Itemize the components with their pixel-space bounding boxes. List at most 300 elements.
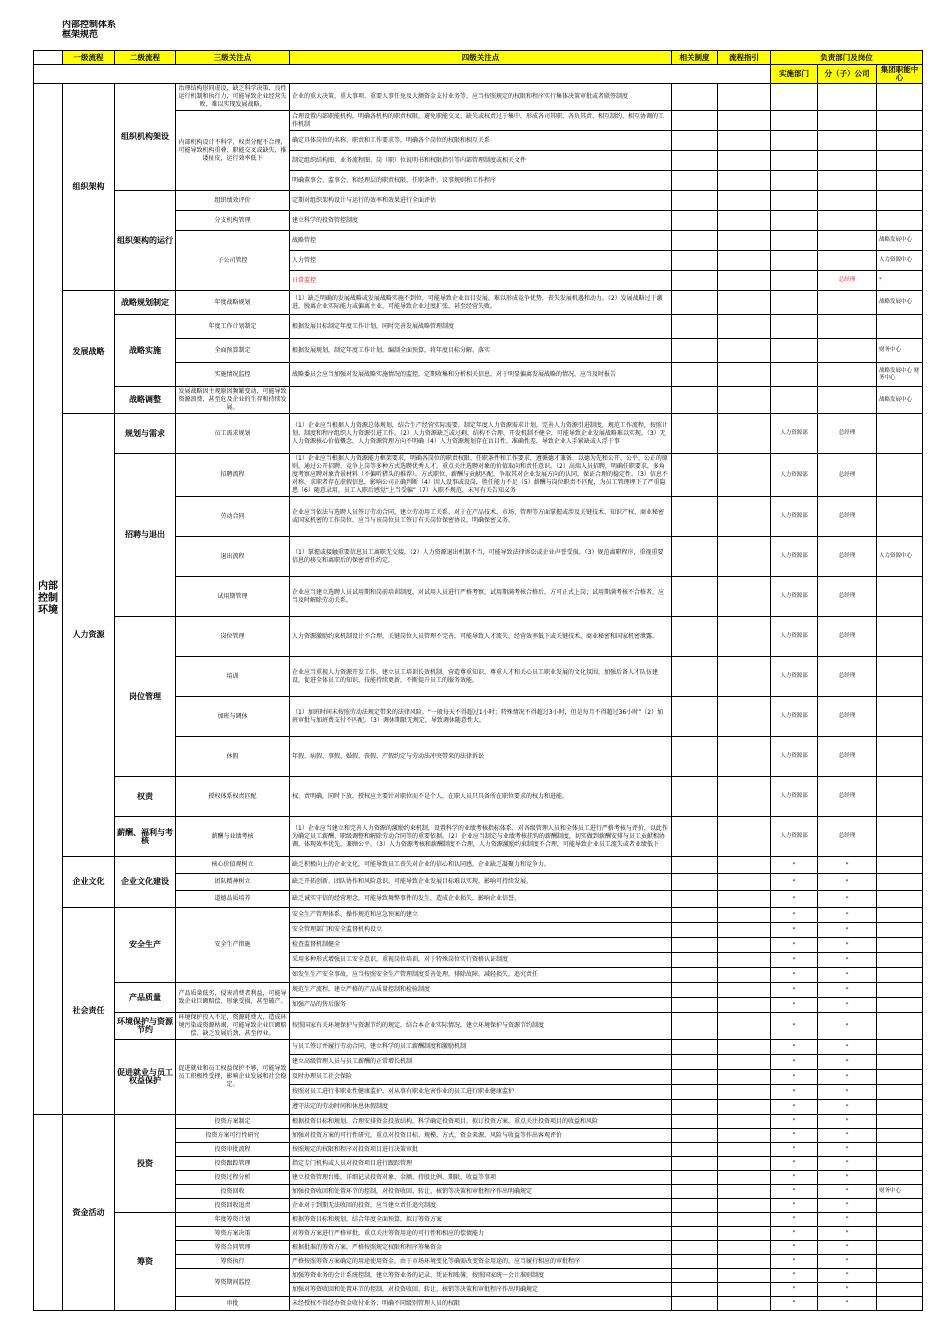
process-guide-cell xyxy=(718,271,771,291)
process-guide-cell xyxy=(718,387,771,414)
level4-cell: 遵守法定的劳动时间和休息休假制度 xyxy=(290,1100,672,1115)
level3-cell: 年度工作计划制定 xyxy=(176,315,290,339)
owner3-cell: 人力资源中心 xyxy=(877,251,923,271)
owner1-cell: * xyxy=(771,1241,818,1255)
owner3-cell xyxy=(877,968,923,983)
process-guide-cell xyxy=(718,191,771,211)
level4-cell: 按照国家有关环境保护与资源节约的规定，结合本企业实际情况，建立环境保护与资源节约制度 xyxy=(290,1013,672,1040)
owner3-cell xyxy=(877,777,923,817)
related-policy-cell xyxy=(672,363,718,387)
owner1-cell xyxy=(771,131,818,151)
owner2-cell xyxy=(818,151,877,171)
owner2-cell: 总经理 xyxy=(818,657,877,697)
related-policy-cell xyxy=(672,577,718,617)
owner2-cell xyxy=(818,171,877,191)
owner3-cell xyxy=(877,1070,923,1085)
owner2-cell: * xyxy=(818,923,877,938)
owner1-cell: * xyxy=(771,1255,818,1269)
process-guide-cell xyxy=(718,151,771,171)
level3-cell: 培训 xyxy=(176,657,290,697)
level2-cell: 促进就业与员工权益保护 xyxy=(115,1040,176,1115)
level3-cell: 授权体系权责匹配 xyxy=(176,777,290,817)
level4-cell: 根据筹资目标和规划，结合年度全面预算，拟订筹资方案 xyxy=(290,1213,672,1227)
process-guide-cell xyxy=(718,1213,771,1227)
level2-cell: 筹资 xyxy=(115,1213,176,1311)
owner1-cell: 人力资源部 xyxy=(771,777,818,817)
owner2-cell: 总经理 xyxy=(818,271,877,291)
level4-cell: 缺乏诚实守信的经营理念，可能导致舞弊事件的发生，造成企业损失，影响企业信誉。 xyxy=(290,891,672,908)
level3-cell: 全面预算制定 xyxy=(176,339,290,363)
related-policy-cell xyxy=(672,131,718,151)
level2-cell: 安全生产 xyxy=(115,908,176,983)
level3-cell: 内部机构设计不科学，权责分配不合理，可能导致机构重叠、职能交叉或缺失、推诿扯皮，运行效率低下 xyxy=(176,111,290,191)
level4-cell: 未经授权不得经办资金收付业务；明确不同级别管理人员的权限 xyxy=(290,1297,672,1311)
owner1-cell: * xyxy=(771,1070,818,1085)
process-guide-cell xyxy=(718,1013,771,1040)
level3-cell: 招聘流程 xyxy=(176,454,290,497)
level3-cell: 投资跟踪管理 xyxy=(176,1157,290,1171)
process-guide-cell xyxy=(718,857,771,874)
level4-cell: 指定专门机构或人员对投资项目进行跟踪管理 xyxy=(290,1157,672,1171)
process-guide-cell xyxy=(718,84,771,111)
process-guide-cell xyxy=(718,251,771,271)
owner2-cell: * xyxy=(818,1100,877,1115)
owner2-cell xyxy=(818,131,877,151)
process-guide-cell xyxy=(718,414,771,454)
owner2-cell: 总经理 xyxy=(818,777,877,817)
level3-cell: 投资审批流程 xyxy=(176,1143,290,1157)
level4-cell: 严格按照筹资方案确定的用途使用资金，由于市场环境变化等确需改变资金用途的，应当履行相应的审批程序 xyxy=(290,1255,672,1269)
header-level4: 四级关注点 xyxy=(290,51,672,65)
level4-cell: 按照规定的权限和程序对投资项目进行决策审批 xyxy=(290,1143,672,1157)
owner1-cell: * xyxy=(771,1199,818,1213)
level3-cell: 安全生产措施 xyxy=(176,908,290,983)
level4-cell: 企业对于到期无法收回的投资，应当建立责任追究制度 xyxy=(290,1199,672,1213)
level4-cell: 根据批准的筹资方案，严格按照规定权限和程序筹集资金 xyxy=(290,1241,672,1255)
owner2-cell xyxy=(818,363,877,387)
level2-cell: 企业文化建设 xyxy=(115,857,176,908)
owner1-cell xyxy=(771,315,818,339)
related-policy-cell xyxy=(672,1013,718,1040)
process-guide-cell xyxy=(718,617,771,657)
level4-cell: （1）企业应当根据人力资源能力框架要求，明确各岗位的职责权限、任职条件和工作要求，遵循德才兼备、以德为先和公开、公平、公正的原则，通过公开招聘、竞争上岗等多种方式选聘优秀人才，重点关注选聘对象的价值取向和责任意识。（2）高端人员招聘，明确任职要求，多角度考察应聘对象背景材料（不偏听猎头的推荐），方式职位、薪酬与贡献匹配，争取其对企业发展方向的认同，保证合理的稳定性。（3）信息不对称，求职者存在虚假信息，影响公司正确判断（4）因人设事或设岗，胜任能力不足（5）薪酬与岗位职责不匹配，为员工管理埋下了严重隐患（6）随意录用，员工入职后感觉“上当受骗”（7）入职不规范，未写有关告知义务 xyxy=(290,454,672,497)
level4-cell: （1）企业应当建立和完善人力资源的激励约束机制，设置科学的业绩考核指标体系，对各级管理人员和全体员工进行严格考核与评价，以此作为确定员工薪酬、职级调整和解除劳动合同等的重要依据。（2）企业应当制定与业绩考核挂钩的薪酬制度，切实做到薪酬安排与员工贡献相协调，体现效率优先，兼顾公平。（3）人力资源考核和薪酬制度不合理，人力资源激励约束制度不合理，可能导致企业员工流失或者业绩低下 xyxy=(290,817,672,857)
level3-cell: 投资方案制定 xyxy=(176,1115,290,1129)
related-policy-cell xyxy=(672,1227,718,1241)
level2-cell: 投资 xyxy=(115,1115,176,1213)
process-guide-cell xyxy=(718,1227,771,1241)
level3-cell: 年度战略规划 xyxy=(176,291,290,315)
related-policy-cell xyxy=(672,251,718,271)
level3-cell: 投资回收追责 xyxy=(176,1199,290,1213)
owner2-cell: 总经理 xyxy=(818,454,877,497)
owner3-cell xyxy=(877,1055,923,1070)
owner1-cell xyxy=(771,271,818,291)
related-policy-cell xyxy=(672,1143,718,1157)
owner2-cell: * xyxy=(818,1040,877,1055)
header-level2: 二级流程 xyxy=(115,51,176,65)
process-guide-cell xyxy=(718,777,771,817)
level3-cell: 道德品质培养 xyxy=(176,891,290,908)
table-row xyxy=(34,857,923,874)
level3-cell: 分支机构管理 xyxy=(176,211,290,231)
level3-cell: 核心价值观树立 xyxy=(176,857,290,874)
owner3-cell: 财务中心 xyxy=(877,1185,923,1199)
owner2-cell: * xyxy=(818,1157,877,1171)
level3-cell: 退出流程 xyxy=(176,537,290,577)
level4-cell: 加强对投资方案的可行性研究，重点对投资目标、规模、方式、资金来源、风险与收益等作出客观评价 xyxy=(290,1129,672,1143)
owner2-cell: 总经理 xyxy=(818,414,877,454)
related-policy-cell xyxy=(672,271,718,291)
owner3-cell xyxy=(877,938,923,953)
level4-cell: 明确董事会、监事会、和经理层的职责权限、任职条件、议事规则和工作程序 xyxy=(290,171,672,191)
related-policy-cell xyxy=(672,817,718,857)
owner1-cell xyxy=(771,363,818,387)
owner3-cell xyxy=(877,1171,923,1185)
related-policy-cell xyxy=(672,1297,718,1311)
owner1-cell: 人力资源部 xyxy=(771,414,818,454)
owner2-cell: * xyxy=(818,1129,877,1143)
owner1-cell: 人力资源部 xyxy=(771,577,818,617)
level4-cell: 安全生产管理体系、操作规范和应急预案的建立 xyxy=(290,908,672,923)
level4-cell: 根据发展规划，制定年度工作计划，编制全面预算，将年度目标分解、落实 xyxy=(290,339,672,363)
owner3-cell xyxy=(877,1013,923,1040)
table-row xyxy=(34,777,923,817)
table-row xyxy=(34,454,923,497)
owner2-cell: * xyxy=(818,983,877,998)
level2-cell: 招聘与退出 xyxy=(115,454,176,617)
owner1-cell: 人力资源部 xyxy=(771,697,818,737)
process-guide-cell xyxy=(718,938,771,953)
process-guide-cell xyxy=(718,874,771,891)
level4-cell: 建立投资管理台账，详细记录投资对象、金额、持股比例、期限、收益等事项 xyxy=(290,1171,672,1185)
related-policy-cell xyxy=(672,454,718,497)
header-level1: 一级流程 xyxy=(63,51,115,65)
related-policy-cell xyxy=(672,953,718,968)
level4-cell: 加强投资收回和处置环节的控制，对投资收回、转让、核销等决策和审批程序作出明确规定 xyxy=(290,1185,672,1199)
owner3-cell: 战略发展中心 xyxy=(877,387,923,414)
owner2-cell xyxy=(818,84,877,111)
related-policy-cell xyxy=(672,1255,718,1269)
owner2-cell: 总经理 xyxy=(818,817,877,857)
related-policy-cell xyxy=(672,1040,718,1055)
process-guide-cell xyxy=(718,968,771,983)
process-guide-cell xyxy=(718,1283,771,1297)
level4-cell: （1）企业应当根据人力资源总体规划，结合生产经营实际需要，制定年度人力资源需求计划，完善人力资源引进制度，规范工作流程，按照计划、制度和程序组织人力资源引进工作。（2）人力资源缺乏或过剩、结构不合理、开发机制不健全，可能导致企业发展战略难以实现。（3）无人力资源核心价值概念，人力资源管理方向不明确（4）人力资源规划存在盲目性、准确性差，导致企业人手紧缺或人浮于事 xyxy=(290,414,672,454)
owner1-cell: * xyxy=(771,1213,818,1227)
related-policy-cell xyxy=(672,211,718,231)
related-policy-cell xyxy=(672,1070,718,1085)
owner2-cell: * xyxy=(818,1255,877,1269)
owner3-cell xyxy=(877,191,923,211)
owner3-cell xyxy=(877,891,923,908)
level3-cell: 薪酬与业绩考核 xyxy=(176,817,290,857)
level3-cell: 投资回收 xyxy=(176,1185,290,1199)
control-framework-table xyxy=(33,50,923,1311)
related-policy-cell xyxy=(672,968,718,983)
related-policy-cell xyxy=(672,874,718,891)
owner3-cell xyxy=(877,1297,923,1311)
level4-cell: 安全管理部门和安全监督机构设立 xyxy=(290,923,672,938)
level3-cell: 筹资执行 xyxy=(176,1255,290,1269)
owner3-cell xyxy=(877,1143,923,1157)
table-row xyxy=(34,315,923,339)
level2-cell: 岗位管理 xyxy=(115,617,176,777)
process-guide-cell xyxy=(718,817,771,857)
related-policy-cell xyxy=(672,339,718,363)
related-policy-cell xyxy=(672,1269,718,1283)
owner1-cell: * xyxy=(771,891,818,908)
owner2-cell: * xyxy=(818,891,877,908)
owner3-cell xyxy=(877,983,923,998)
related-policy-cell xyxy=(672,231,718,251)
owner1-cell: * xyxy=(771,983,818,998)
level4-cell: 检查监督机制健全 xyxy=(290,938,672,953)
process-guide-cell xyxy=(718,577,771,617)
level4-cell: 制定组织结构图、业务流程图、岗（职）位说明书和权限指引等内部管理制度或相关文件 xyxy=(290,151,672,171)
level4-cell: 人力管控 xyxy=(290,251,672,271)
owner3-cell xyxy=(877,737,923,777)
table-row xyxy=(34,414,923,454)
owner1-cell: 人力资源部 xyxy=(771,454,818,497)
level1-cell: 组织架构 xyxy=(63,84,115,291)
level4-cell: 加强对筹资收回和处置环节的控制，对投资收回、转让、核销等决策和审批程序作出明确规定 xyxy=(290,1283,672,1297)
owner2-cell: * xyxy=(818,1185,877,1199)
level1-cell: 企业文化 xyxy=(63,857,115,908)
process-guide-cell xyxy=(718,953,771,968)
owner3-cell: 财务中心 xyxy=(877,339,923,363)
level3-cell: 审批 xyxy=(176,1297,290,1311)
level3-cell: 实施情况监控 xyxy=(176,363,290,387)
owner1-cell: 人力资源部 xyxy=(771,817,818,857)
related-policy-cell xyxy=(672,777,718,817)
owner2-cell: * xyxy=(818,1283,877,1297)
owner2-cell: * xyxy=(818,1055,877,1070)
related-policy-cell xyxy=(672,387,718,414)
owner3-cell: 战略发展中心 xyxy=(877,231,923,251)
level3-cell: 员工需求规划 xyxy=(176,414,290,454)
related-policy-cell xyxy=(672,657,718,697)
related-policy-cell xyxy=(672,497,718,537)
process-guide-cell xyxy=(718,1115,771,1129)
owner2-cell xyxy=(818,291,877,315)
table-row xyxy=(34,191,923,211)
owner3-cell xyxy=(877,657,923,697)
owner1-cell xyxy=(771,191,818,211)
level3-cell: 环境保护投入不足，资源耗费大，造成环境污染或资源枯竭，可能导致企业巨额赔偿、缺乏发展后劲，甚至停业。 xyxy=(176,1013,290,1040)
owner2-cell: 总经理 xyxy=(818,737,877,777)
process-guide-cell xyxy=(718,1055,771,1070)
related-policy-cell xyxy=(672,1129,718,1143)
owner2-cell: 总经理 xyxy=(818,497,877,537)
level3-cell: 治理结构形同虚设，缺乏科学决策、良性运行机制和执行力，可能导致企业经营失败，难以实现发展战略。 xyxy=(176,84,290,111)
process-guide-cell xyxy=(718,497,771,537)
owner1-cell: * xyxy=(771,1227,818,1241)
owner1-cell: * xyxy=(771,1283,818,1297)
header-level3: 三级关注点 xyxy=(176,51,290,65)
owner1-cell: * xyxy=(771,1157,818,1171)
owner3-cell xyxy=(877,617,923,657)
related-policy-cell xyxy=(672,983,718,998)
process-guide-cell xyxy=(718,211,771,231)
process-guide-cell xyxy=(718,1255,771,1269)
table-row xyxy=(34,1115,923,1129)
process-guide-cell xyxy=(718,1199,771,1213)
level3-cell: 筹资方案决策 xyxy=(176,1227,290,1241)
owner3-cell xyxy=(877,1085,923,1100)
owner3-cell xyxy=(877,1213,923,1227)
level3-cell: 团队精神树立 xyxy=(176,874,290,891)
owner1-cell: * xyxy=(771,1115,818,1129)
level4-cell: 企业应当重视人力资源开发工作，建立员工培训长效机制，营造尊重知识、尊重人才和关心员工职业发展的文化氛围，加强后备人才队伍建设，促进全体员工的知识、技能持续更新，不断提升员工的服务效能。 xyxy=(290,657,672,697)
header-spacer xyxy=(34,65,771,84)
related-policy-cell xyxy=(672,617,718,657)
level4-cell: 加强筹资业务的会计系统控制，建立筹资业务的记录、凭证和账簿，按照国家统一会计准则制度 xyxy=(290,1269,672,1283)
related-policy-cell xyxy=(672,857,718,874)
owner2-cell: 总经理 xyxy=(818,697,877,737)
owner2-cell: * xyxy=(818,1143,877,1157)
header-owner1: 实施部门 xyxy=(771,65,818,84)
owner2-cell: * xyxy=(818,1213,877,1227)
table-row xyxy=(34,84,923,111)
owner3-cell xyxy=(877,908,923,923)
header-owner3: 集团职能中心 xyxy=(877,65,923,84)
level2-cell: 战略实施 xyxy=(115,315,176,387)
level3-cell: 组织绩效评价 xyxy=(176,191,290,211)
table-row xyxy=(34,908,923,923)
process-guide-cell xyxy=(718,1185,771,1199)
owner1-cell: * xyxy=(771,1143,818,1157)
level3-cell: 劳动合同 xyxy=(176,497,290,537)
process-guide-cell xyxy=(718,231,771,251)
level4-cell: 及时办理员工社会保险 xyxy=(290,1070,672,1085)
level4-cell: 企业应当依法与选聘人员签订劳动合同，建立劳动用工关系。对于在产品技术、市场、管理等方面掌握或涉及关键技术、知识产权、商业秘密或国家机密的工作岗位，应当与该岗位员工签订有关岗位保密协议，明确保密义务。 xyxy=(290,497,672,537)
owner1-cell xyxy=(771,171,818,191)
level2-cell: 产品质量 xyxy=(115,983,176,1013)
level2-cell: 组织架构的运行 xyxy=(115,191,176,291)
level4-cell: 合理设置内部职能机构，明确各机构的职责权限，避免职能交叉、缺失或权责过于集中，形成各司其职、各负其责、相互制约、相互协调的工作机制 xyxy=(290,111,672,131)
level3-cell: 筹资期间监控 xyxy=(176,1269,290,1297)
owner3-cell xyxy=(877,697,923,737)
related-policy-cell xyxy=(672,151,718,171)
related-policy-cell xyxy=(672,737,718,777)
level2-cell: 组织机构架设 xyxy=(115,84,176,191)
level4-cell: 加强产品的售后服务 xyxy=(290,998,672,1013)
related-policy-cell xyxy=(672,1185,718,1199)
owner3-cell: 战略发展中心 xyxy=(877,291,923,315)
owner1-cell xyxy=(771,339,818,363)
level3-cell: 年度筹资计划 xyxy=(176,1213,290,1227)
related-policy-cell xyxy=(672,191,718,211)
level4-cell: 定期对组织架构设计与运行的效率和效果进行全面评估 xyxy=(290,191,672,211)
level3-cell: 试用期管理 xyxy=(176,577,290,617)
owner2-cell xyxy=(818,191,877,211)
level3-cell: 筹资合同管理 xyxy=(176,1241,290,1255)
related-policy-cell xyxy=(672,891,718,908)
owner2-cell: * xyxy=(818,1013,877,1040)
level4-cell: 战略管控 xyxy=(290,231,672,251)
level3-cell: 发展战略因主观原因频繁变动，可能导致资源浪费，甚至危及企业的生存和持续发展。 xyxy=(176,387,290,414)
process-guide-cell xyxy=(718,339,771,363)
process-guide-cell xyxy=(718,1241,771,1255)
owner3-cell xyxy=(877,111,923,131)
related-policy-cell xyxy=(672,414,718,454)
process-guide-cell xyxy=(718,657,771,697)
owner2-cell: * xyxy=(818,1115,877,1129)
process-guide-cell xyxy=(718,1100,771,1115)
owner1-cell: 人力资源部 xyxy=(771,657,818,697)
level3-cell: 岗位管理 xyxy=(176,617,290,657)
owner1-cell: 人力资源部 xyxy=(771,537,818,577)
owner3-cell: 战略发展中心 财务中心 xyxy=(877,363,923,387)
owner1-cell: * xyxy=(771,908,818,923)
owner1-cell: * xyxy=(771,953,818,968)
owner2-cell: * xyxy=(818,1269,877,1283)
related-policy-cell xyxy=(672,1055,718,1070)
owner1-cell: * xyxy=(771,1040,818,1055)
related-policy-cell xyxy=(672,1085,718,1100)
related-policy-cell xyxy=(672,1171,718,1185)
owner3-cell: 人力资源中心 xyxy=(877,537,923,577)
owner1-cell xyxy=(771,111,818,131)
process-guide-cell xyxy=(718,1171,771,1185)
level2-cell: 环境保护与资源节约 xyxy=(115,1013,176,1040)
process-guide-cell xyxy=(718,111,771,131)
process-guide-cell xyxy=(718,998,771,1013)
process-guide-cell xyxy=(718,454,771,497)
level4-cell: 日常监控 xyxy=(290,271,672,291)
process-guide-cell xyxy=(718,891,771,908)
related-policy-cell xyxy=(672,923,718,938)
owner2-cell xyxy=(818,111,877,131)
level4-cell: 缺乏积极向上的企业文化，可能导致员工丧失对企业的信心和认同感，企业缺乏凝聚力和竞争力。 xyxy=(290,857,672,874)
owner1-cell xyxy=(771,387,818,414)
owner2-cell xyxy=(818,231,877,251)
related-policy-cell xyxy=(672,291,718,315)
owner2-cell xyxy=(818,251,877,271)
owner3-cell xyxy=(877,1269,923,1283)
process-guide-cell xyxy=(718,983,771,998)
owner3-cell xyxy=(877,1100,923,1115)
owner3-cell xyxy=(877,1115,923,1129)
related-policy-cell xyxy=(672,84,718,111)
owner2-cell: 总经理 xyxy=(818,577,877,617)
owner1-cell: * xyxy=(771,1013,818,1040)
owner3-cell xyxy=(877,211,923,231)
owner1-cell: * xyxy=(771,938,818,953)
root-category-cell: 内部控制环境 xyxy=(34,84,63,1115)
owner1-cell: 人力资源部 xyxy=(771,617,818,657)
related-policy-cell xyxy=(672,1115,718,1129)
owner2-cell xyxy=(818,315,877,339)
owner1-cell: * xyxy=(771,1055,818,1070)
owner2-cell: 总经理 xyxy=(818,537,877,577)
process-guide-cell xyxy=(718,1085,771,1100)
level4-cell: （1）加班时间未按照劳动法规定带来的法律风险。“一般每天不得超过1小时；特殊情况不得超过3小时，但是每月不得超过36小时”（2）加班审批与加班费支付不匹配。（3）调休期限无规定，导致调休随意性大。 xyxy=(290,697,672,737)
level4-cell: 如发生生产安全事故，应当按照安全生产管理制度妥善处理，排除故障，减轻损失，追究责任 xyxy=(290,968,672,983)
level1-cell: 人力资源 xyxy=(63,414,115,857)
owner2-cell: * xyxy=(818,1085,877,1100)
level1-cell: 资金活动 xyxy=(63,1115,115,1311)
related-policy-cell xyxy=(672,1199,718,1213)
owner3-cell xyxy=(877,1157,923,1171)
owner1-cell: * xyxy=(771,1185,818,1199)
related-policy-cell xyxy=(672,1241,718,1255)
table-row xyxy=(34,1040,923,1055)
process-guide-cell xyxy=(718,737,771,777)
header-blank xyxy=(34,51,63,65)
owner2-cell: * xyxy=(818,1171,877,1185)
